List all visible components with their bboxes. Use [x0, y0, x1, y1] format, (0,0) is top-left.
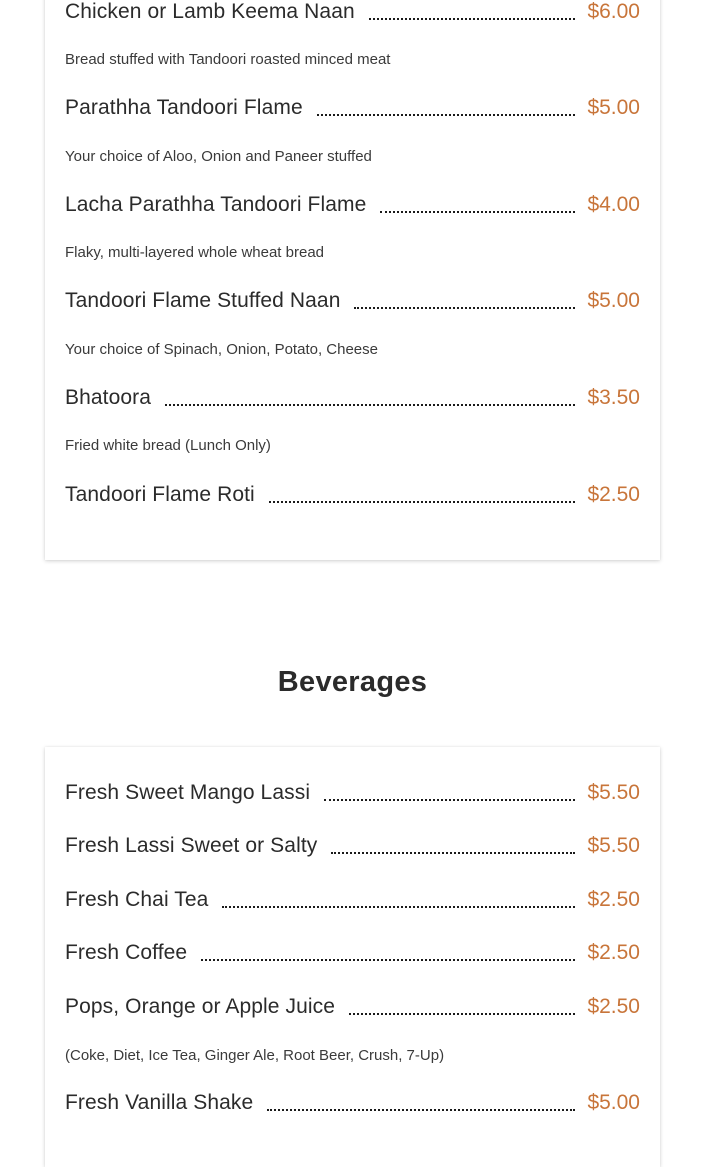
menu-item: [65, 882, 640, 914]
menu-item: [65, 283, 640, 315]
item-name: Lacha Parathha Tandoori Flame: [65, 193, 367, 216]
item-name: Bhatoora: [65, 386, 152, 409]
item-price: $2.50: [587, 941, 640, 964]
dotted-leader: [369, 18, 576, 20]
item-name: Fresh Sweet Mango Lassi: [65, 781, 311, 804]
dotted-leader: [201, 959, 575, 961]
item-price: $5.00: [587, 1091, 640, 1114]
item-price: $2.50: [587, 995, 640, 1018]
menu-item: [65, 989, 640, 1021]
menu-item: [65, 477, 640, 509]
item-price: $6.00: [587, 0, 640, 23]
item-name: Chicken or Lamb Keema Naan: [65, 0, 355, 23]
menu-item: [65, 935, 640, 967]
item-description: Your choice of Spinach, Onion, Potato, Cheese: [65, 341, 378, 358]
menu-item: [65, 90, 640, 122]
item-price: $5.50: [587, 834, 640, 857]
item-name: Fresh Chai Tea: [65, 888, 209, 911]
item-price: $4.00: [587, 193, 640, 216]
beverages-menu-card: [45, 747, 660, 1167]
menu-item: [65, 1085, 640, 1117]
menu-item: [65, 187, 640, 219]
item-name: Fresh Vanilla Shake: [65, 1091, 254, 1114]
dotted-leader: [354, 307, 575, 309]
dotted-leader: [269, 501, 576, 503]
dotted-leader: [317, 114, 576, 116]
item-price: $5.00: [587, 96, 640, 119]
dotted-leader: [222, 906, 575, 908]
item-name: Fresh Lassi Sweet or Salty: [65, 834, 318, 857]
item-price: $3.50: [587, 386, 640, 409]
item-price: $2.50: [587, 888, 640, 911]
item-name: Tandoori Flame Roti: [65, 483, 255, 506]
item-description: (Coke, Diet, Ice Tea, Ginger Ale, Root Beer, Crush, 7-Up): [65, 1047, 445, 1064]
dotted-leader: [165, 404, 575, 406]
item-description: Flaky, multi-layered whole wheat bread: [65, 244, 325, 261]
item-description: Bread stuffed with Tandoori roasted minced meat: [65, 51, 391, 68]
menu-item: [65, 775, 640, 807]
item-price: $2.50: [587, 483, 640, 506]
dotted-leader: [267, 1109, 575, 1111]
item-price: $5.50: [587, 781, 640, 804]
item-name: Fresh Coffee: [65, 941, 188, 964]
item-name: Pops, Orange or Apple Juice: [65, 995, 336, 1018]
item-price: $5.00: [587, 289, 640, 312]
section-title-beverages: Beverages: [277, 666, 428, 698]
item-description: Your choice of Aloo, Onion and Paneer stuffed: [65, 148, 372, 165]
dotted-leader: [331, 852, 575, 854]
item-name: Parathha Tandoori Flame: [65, 96, 303, 119]
breads-menu-card: [45, 0, 660, 560]
menu-item: [65, 828, 640, 860]
item-description: Fried white bread (Lunch Only): [65, 437, 271, 454]
dotted-leader: [380, 211, 575, 213]
menu-item: [65, 380, 640, 412]
menu-item: [65, 0, 640, 26]
dotted-leader: [324, 799, 575, 801]
dotted-leader: [349, 1013, 575, 1015]
item-name: Tandoori Flame Stuffed Naan: [65, 289, 341, 312]
